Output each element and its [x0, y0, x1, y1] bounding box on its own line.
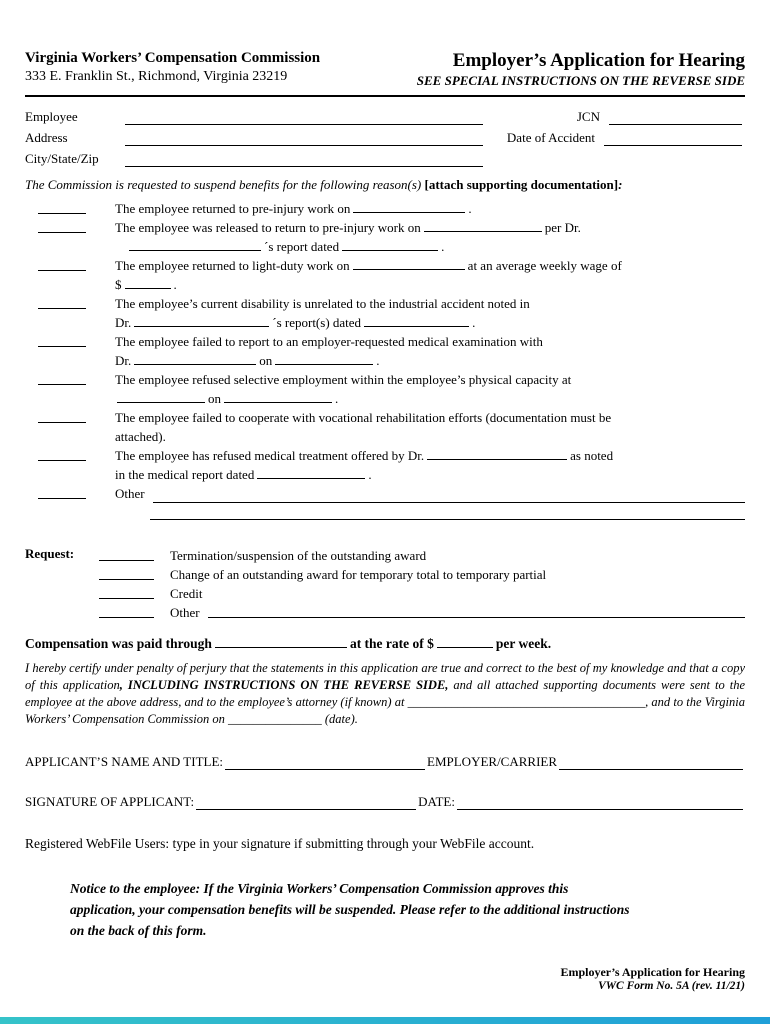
reason-4-dr-label: Dr.	[115, 315, 132, 330]
request-change-label: Change of an outstanding award for temporary total to temporary partial	[170, 567, 547, 582]
jcn-group	[577, 109, 745, 125]
reason-5-exam-date-blank[interactable]	[275, 351, 373, 365]
reason-5-text: The employee failed to report to an employer-requested medical examination with	[115, 334, 543, 349]
compensation-through-date-blank[interactable]	[215, 634, 347, 648]
certification-text-1: I hereby certify under penalty of perjury that the statements in this application are true and correct to the best of my knowledge and that a copy of this application	[25, 661, 745, 692]
employer-carrier-label: EMPLOYER/CARRIER	[427, 754, 558, 769]
reason-8-text: The employee has refused medical treatment offered by Dr.	[115, 448, 425, 463]
notice-to-employee: Notice to the employee: If the Virginia Workers’ Compensation Commission approves this application, your compensation benefits will be suspended. Please refer to the additional instructions on the back of this form.	[70, 881, 630, 938]
certification-text-2: and all attached supporting documents were sent to the employee at the above address, and to the employee’s attorney (if known) at ______________________________________,	[25, 678, 746, 709]
reason-6-text: The employee refused selective employment within the employee’s physical capacity at	[115, 372, 572, 387]
header-right	[417, 50, 745, 89]
reason-8-report-date-blank[interactable]	[257, 465, 365, 479]
reason-1-checkbox-line[interactable]	[38, 199, 86, 214]
reason-8-checkbox-line[interactable]	[38, 446, 86, 461]
reason-3-dollar-sign: $	[115, 277, 122, 292]
signature-row	[25, 794, 745, 810]
reason-4-checkbox-line[interactable]	[38, 294, 86, 309]
request-other-label: Other	[170, 605, 200, 620]
intro-sentence	[25, 177, 745, 193]
address-label: Address	[25, 130, 68, 145]
reason-5-period: .	[376, 353, 380, 368]
reason-5-doctor-name-blank[interactable]	[134, 351, 256, 365]
intro-italic-text: The Commission is requested to suspend benefits for the following reason(s)	[25, 177, 425, 192]
reason-1-date-blank[interactable]	[353, 199, 465, 213]
employee-input-line[interactable]	[125, 111, 483, 125]
reason-3-amount-blank[interactable]	[125, 275, 171, 289]
certification-text-3: and to the Virginia Workers’ Compensation Commission on _______________ (date).	[25, 695, 745, 726]
reason-6-period: .	[335, 391, 339, 406]
intro-colon: :	[618, 177, 623, 192]
city-state-zip-input-line[interactable]	[125, 153, 483, 167]
date-of-accident-input-line[interactable]	[604, 132, 742, 146]
city-state-zip-row	[25, 151, 745, 167]
reason-3-period: .	[173, 277, 177, 292]
applicant-row	[25, 754, 745, 770]
request-item-other	[95, 603, 745, 622]
bottom-accent-bar	[0, 1017, 770, 1024]
date-label: DATE:	[418, 794, 455, 809]
form-footer	[560, 965, 745, 992]
reason-4-period: .	[472, 315, 476, 330]
reason-8-period: .	[368, 467, 372, 482]
reason-2-per-dr: per Dr.	[544, 220, 581, 235]
signature-label: SIGNATURE OF APPLICANT:	[25, 794, 195, 809]
reason-3-checkbox-line[interactable]	[38, 256, 86, 271]
reason-item-1	[25, 199, 745, 218]
reason-3-wage-text: at an average weekly wage of	[467, 258, 622, 273]
request-change-checkbox-line[interactable]	[99, 565, 154, 580]
signature-line[interactable]	[196, 796, 416, 810]
compensation-text-3: per week.	[495, 636, 552, 651]
reason-7-checkbox-line[interactable]	[38, 408, 86, 423]
request-item-credit	[95, 584, 745, 603]
reason-item-6	[25, 370, 745, 408]
employer-carrier-line[interactable]	[559, 756, 743, 770]
compensation-text-1: Compensation was paid through	[25, 636, 212, 651]
request-termination-checkbox-line[interactable]	[99, 546, 154, 561]
address-row	[25, 130, 745, 146]
reason-3-date-blank[interactable]	[353, 256, 465, 270]
reason-8-as-noted: as noted	[570, 448, 614, 463]
address-input-line[interactable]	[125, 132, 483, 146]
reason-4-doctor-name-blank[interactable]	[134, 313, 269, 327]
reason-item-7	[25, 408, 745, 446]
footer-form-number: VWC Form No. 5A (rev. 11/21)	[598, 980, 745, 992]
reason-2-period: .	[441, 239, 445, 254]
reason-9-other-label: Other	[115, 486, 145, 501]
form-subtitle: SEE SPECIAL INSTRUCTIONS ON THE REVERSE SIDE	[416, 73, 745, 88]
reason-4-report-dated: ´s report(s) dated	[272, 315, 362, 330]
certification-paragraph	[25, 660, 745, 728]
header-divider	[25, 95, 745, 97]
applicant-name-title-label: APPLICANT’S NAME AND TITLE:	[25, 754, 224, 769]
request-section	[25, 546, 745, 622]
reason-8-text-cont: in the medical report dated	[115, 467, 255, 482]
request-label: Request:	[25, 546, 75, 561]
request-credit-label: Credit	[170, 586, 203, 601]
reason-9-checkbox-line[interactable]	[38, 484, 86, 499]
compensation-rate-blank[interactable]	[437, 634, 493, 648]
reason-2-checkbox-line[interactable]	[38, 218, 86, 233]
reason-2-doctor-name-blank[interactable]	[129, 237, 261, 251]
date-of-accident-group	[507, 130, 745, 146]
reason-6-employer-blank[interactable]	[117, 389, 205, 403]
compensation-line	[25, 634, 745, 652]
reason-1-period: .	[468, 201, 472, 216]
reason-1-text: The employee returned to pre-injury work on	[115, 201, 351, 216]
intro-bold-text: [attach supporting documentation]	[424, 177, 619, 192]
reason-7-text: The employee failed to cooperate with vocational rehabilitation efforts (documentation must be	[115, 410, 612, 425]
reason-5-checkbox-line[interactable]	[38, 332, 86, 347]
request-item-change	[95, 565, 745, 584]
city-state-zip-label: City/State/Zip	[25, 151, 99, 166]
reason-item-5	[25, 332, 745, 370]
reason-7-text-cont: attached).	[115, 429, 166, 444]
reason-6-date-blank[interactable]	[224, 389, 332, 403]
request-item-termination	[95, 546, 745, 565]
reason-item-4	[25, 294, 745, 332]
jcn-input-line[interactable]	[609, 111, 742, 125]
reason-6-on: on	[208, 391, 221, 406]
jcn-label: JCN	[576, 109, 600, 124]
date-of-accident-label: Date of Accident	[506, 130, 595, 145]
reason-8-doctor-name-blank[interactable]	[427, 446, 567, 460]
form-title: Employer’s Application for Hearing	[452, 50, 745, 71]
reason-item-3	[25, 256, 745, 294]
request-other-blank[interactable]	[208, 603, 745, 618]
org-address: 333 E. Franklin St., Richmond, Virginia 23219	[25, 69, 288, 84]
form-header	[25, 50, 745, 89]
certification-bold-text: , INCLUDING INSTRUCTIONS ON THE REVERSE SIDE,	[119, 678, 449, 692]
date-line[interactable]	[457, 796, 743, 810]
reason-6-checkbox-line[interactable]	[38, 370, 86, 385]
org-name: Virginia Workers’ Compensation Commission	[25, 50, 321, 66]
employee-row	[25, 109, 745, 125]
request-termination-label: Termination/suspension of the outstanding award	[170, 548, 427, 563]
reason-4-text: The employee’s current disability is unrelated to the industrial accident noted in	[115, 296, 530, 311]
reason-2-report-date-blank[interactable]	[342, 237, 438, 251]
employee-label: Employee	[25, 109, 78, 124]
applicant-name-title-line[interactable]	[225, 756, 425, 770]
reason-item-2	[25, 218, 745, 256]
reason-5-on: on	[259, 353, 273, 368]
reason-9-other-blank-2[interactable]	[150, 503, 745, 520]
reason-4-report-date-blank[interactable]	[364, 313, 469, 327]
top-fields	[25, 109, 745, 167]
header-left	[25, 50, 320, 85]
compensation-text-2: at the rate of $	[349, 636, 434, 651]
footer-form-name: Employer’s Application for Hearing	[560, 965, 745, 979]
reason-9-other-blank[interactable]	[153, 489, 745, 503]
reason-3-text: The employee returned to light-duty work on	[115, 258, 350, 273]
request-credit-checkbox-line[interactable]	[99, 584, 154, 599]
reasons-list	[25, 199, 745, 522]
request-other-checkbox-line[interactable]	[99, 603, 154, 618]
reason-2-text: The employee was released to return to pre-injury work on	[115, 220, 421, 235]
reason-item-8	[25, 446, 745, 484]
reason-2-report-dated: ´s report dated	[264, 239, 340, 254]
reason-2-date-blank[interactable]	[424, 218, 542, 232]
reason-item-9	[25, 484, 745, 522]
reason-5-dr-label: Dr.	[115, 353, 132, 368]
webfile-note: Registered WebFile Users: type in your signature if submitting through your WebFile account.	[25, 836, 535, 851]
